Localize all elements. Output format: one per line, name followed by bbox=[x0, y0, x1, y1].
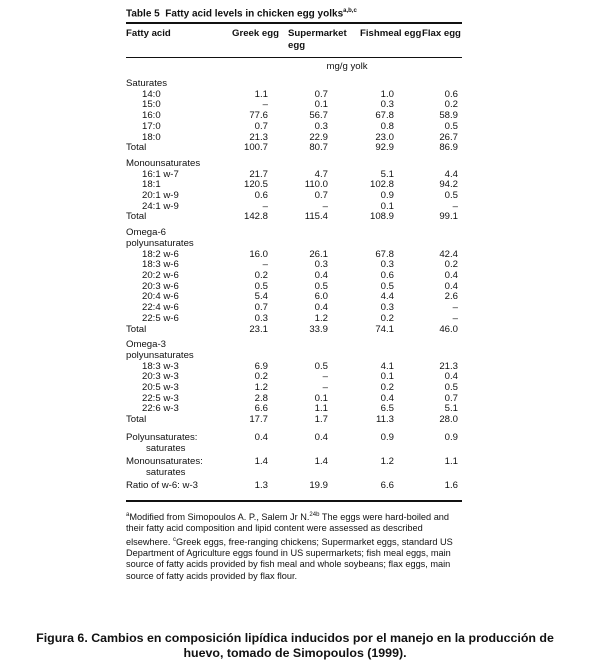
value-cell: 0.7 bbox=[444, 392, 458, 404]
value-cell: 5.4 bbox=[254, 291, 268, 303]
value-cell: 0.4 bbox=[314, 269, 328, 281]
empty-cell bbox=[360, 154, 422, 170]
value-cell: 21.3 bbox=[249, 131, 268, 143]
value-cell: 99.1 bbox=[439, 211, 458, 223]
value-cell: – bbox=[452, 302, 458, 314]
total-row bbox=[126, 325, 462, 336]
value-cell: – bbox=[452, 312, 458, 324]
group-heading-row bbox=[126, 223, 462, 249]
value-cell: 1.1 bbox=[444, 456, 458, 468]
total-row bbox=[126, 143, 462, 154]
table-title-marks: a,b,c bbox=[343, 8, 357, 14]
value-cell: 0.7 bbox=[314, 190, 328, 202]
empty-cell bbox=[422, 154, 462, 170]
empty-cell bbox=[288, 223, 360, 249]
value-cell: 0.9 bbox=[380, 431, 394, 443]
row-label-line-1: Monounsaturates: bbox=[126, 456, 203, 468]
fatty-acid-table-sheet bbox=[126, 8, 462, 582]
row-label: 22:6 w-3 bbox=[142, 403, 179, 415]
row-label: 22:5 w-6 bbox=[142, 312, 179, 324]
figure-caption bbox=[0, 631, 590, 661]
value-cell: 1.1 bbox=[314, 403, 328, 415]
row-label: 20:3 w-6 bbox=[142, 280, 179, 292]
footnote-method: The eggs were hard-boiled and their fatty acid composition and lipid content were assessed as described elsewhere. bbox=[126, 512, 450, 547]
value-cell: 23.0 bbox=[375, 131, 394, 143]
value-cell: 0.3 bbox=[380, 99, 394, 111]
row-label: Omega-6 polyunsaturates bbox=[126, 227, 194, 249]
value-cell: 142.8 bbox=[243, 211, 268, 223]
col-header-supermarket: Supermarket egg bbox=[288, 28, 347, 51]
value-cell: 0.5 bbox=[444, 382, 458, 394]
value-cell: 11.3 bbox=[376, 414, 394, 426]
value-cell: 1.2 bbox=[254, 382, 268, 394]
value-cell: 19.9 bbox=[309, 480, 328, 492]
value-cell: 1.6 bbox=[444, 480, 458, 492]
row-label: 20:3 w-3 bbox=[142, 371, 179, 383]
value-cell: 1.7 bbox=[314, 414, 328, 426]
value-cell: 26.1 bbox=[309, 248, 328, 260]
value-cell: 86.9 bbox=[439, 142, 458, 154]
value-cell: 56.7 bbox=[309, 110, 328, 122]
group-heading-row bbox=[126, 335, 462, 361]
value-cell: 1.4 bbox=[314, 456, 328, 468]
row-label: 24:1 w-9 bbox=[142, 200, 179, 212]
row-label bbox=[126, 454, 232, 478]
value-cell: – bbox=[262, 259, 268, 271]
row-label: 20:1 w-9 bbox=[142, 190, 179, 202]
footnote-mark-b: b bbox=[316, 511, 320, 518]
table-title bbox=[126, 8, 462, 24]
empty-cell bbox=[288, 335, 360, 361]
value-cell: 16.0 bbox=[249, 248, 268, 260]
value-cell: 1.4 bbox=[254, 456, 268, 468]
value-cell: 0.3 bbox=[314, 259, 328, 271]
value-cell: 17.7 bbox=[249, 414, 268, 426]
value-cell: 0.4 bbox=[444, 269, 458, 281]
table-title-text: Fatty acid levels in chicken egg yolks bbox=[165, 8, 344, 20]
units-row bbox=[126, 58, 462, 79]
value-cell: 6.9 bbox=[254, 360, 268, 372]
value-cell: 1.2 bbox=[380, 456, 394, 468]
header-row bbox=[126, 24, 462, 58]
value-cell: 1.3 bbox=[254, 480, 268, 492]
footnote-ref: 24 bbox=[309, 511, 317, 518]
empty-cell bbox=[422, 335, 462, 361]
row-label: 16:0 bbox=[142, 110, 161, 122]
row-label: 20:5 w-3 bbox=[142, 382, 179, 394]
row-label: 14:0 bbox=[142, 88, 161, 100]
row-label: 18:3 w-6 bbox=[142, 259, 179, 271]
value-cell: 120.5 bbox=[243, 179, 268, 191]
value-cell: 0.3 bbox=[380, 302, 394, 314]
value-cell: 0.6 bbox=[444, 88, 458, 100]
ratio-row bbox=[126, 426, 462, 454]
value-cell: 1.2 bbox=[314, 312, 328, 324]
value-cell: 77.6 bbox=[249, 110, 268, 122]
row-label: Total bbox=[126, 414, 147, 426]
value-cell: 0.5 bbox=[444, 120, 458, 132]
value-cell: 0.2 bbox=[444, 99, 458, 111]
empty-cell bbox=[360, 223, 422, 249]
data-row bbox=[126, 100, 462, 111]
value-cell: 0.4 bbox=[380, 392, 394, 404]
value-cell: 94.2 bbox=[439, 179, 458, 191]
value-cell: 23.1 bbox=[249, 323, 268, 335]
value-cell: 58.9 bbox=[439, 110, 458, 122]
data-row bbox=[126, 170, 462, 181]
table-label: Table 5 bbox=[126, 8, 160, 20]
data-row bbox=[126, 111, 462, 122]
row-label: Total bbox=[126, 211, 147, 223]
caption-line-1: Figura 6. Cambios en composición lipídica inducidos por el manejo en la producción de bbox=[36, 631, 554, 645]
value-cell: 28.0 bbox=[439, 414, 458, 426]
value-cell: 0.1 bbox=[380, 200, 394, 212]
row-label: 15:0 bbox=[142, 99, 161, 111]
value-cell: 0.4 bbox=[314, 431, 328, 443]
empty-cell bbox=[422, 223, 462, 249]
value-cell: 0.3 bbox=[254, 312, 268, 324]
value-cell: – bbox=[262, 200, 268, 212]
value-cell: 33.9 bbox=[309, 323, 328, 335]
value-cell: – bbox=[452, 200, 458, 212]
value-cell: – bbox=[262, 99, 268, 111]
value-cell: 0.1 bbox=[380, 371, 394, 383]
row-label: Ratio of w-6: w-3 bbox=[126, 480, 198, 492]
value-cell: 2.8 bbox=[254, 392, 268, 404]
col-header-greek: Greek egg bbox=[232, 28, 279, 40]
value-cell: 4.4 bbox=[380, 291, 394, 303]
value-cell: 108.9 bbox=[369, 211, 394, 223]
value-cell: 6.6 bbox=[254, 403, 268, 415]
col-header-fatty-acid: Fatty acid bbox=[126, 28, 171, 40]
row-label: Monounsaturates bbox=[126, 157, 201, 169]
total-row bbox=[126, 415, 462, 426]
value-cell: 0.8 bbox=[380, 120, 394, 132]
ratio-row bbox=[126, 478, 462, 492]
col-header-fishmeal: Fishmeal egg bbox=[360, 28, 422, 40]
value-cell: 0.7 bbox=[314, 88, 328, 100]
value-cell: – bbox=[322, 382, 328, 394]
value-cell: 0.4 bbox=[444, 371, 458, 383]
footnote-egg-types: Greek eggs, free-ranging chickens; Supermarket eggs, standard US Department of Agriculture eggs found in US supermarkets; fish meal eggs, main source of fatty acids provided by fish meal and whole soybeans; flax eggs, main source of fatty acids provided by flax flour. bbox=[126, 536, 453, 581]
value-cell: 21.7 bbox=[249, 168, 268, 180]
value-cell: 115.4 bbox=[304, 211, 328, 223]
value-cell: 0.7 bbox=[254, 302, 268, 314]
table-footnote bbox=[126, 510, 462, 582]
value-cell: 0.1 bbox=[314, 99, 328, 111]
value-cell: 5.1 bbox=[444, 403, 458, 415]
data-row bbox=[126, 122, 462, 133]
footnote-mark-a: a bbox=[126, 511, 130, 518]
value-cell: 4.1 bbox=[380, 360, 394, 372]
value-cell: 0.6 bbox=[254, 190, 268, 202]
empty-cell bbox=[232, 335, 288, 361]
value-cell: 42.4 bbox=[439, 248, 458, 260]
value-cell: 4.4 bbox=[444, 168, 458, 180]
value-cell: 102.8 bbox=[369, 179, 394, 191]
value-cell: 4.7 bbox=[314, 168, 328, 180]
row-label bbox=[126, 426, 232, 454]
value-cell: 0.2 bbox=[444, 259, 458, 271]
row-label: 20:2 w-6 bbox=[142, 269, 179, 281]
value-cell: 0.5 bbox=[444, 190, 458, 202]
value-cell: 6.0 bbox=[314, 291, 328, 303]
empty-cell bbox=[288, 154, 360, 170]
row-label: 18:2 w-6 bbox=[142, 248, 179, 260]
value-cell: 6.5 bbox=[380, 403, 394, 415]
value-cell: 0.2 bbox=[254, 269, 268, 281]
row-label-line-1: Polyunsaturates: bbox=[126, 431, 198, 443]
value-cell: 0.9 bbox=[380, 190, 394, 202]
value-cell: 110.0 bbox=[304, 179, 328, 191]
value-cell: 46.0 bbox=[439, 323, 458, 335]
value-cell: 0.3 bbox=[380, 259, 394, 271]
value-cell: 74.1 bbox=[375, 323, 394, 335]
value-cell: 22.9 bbox=[309, 131, 328, 143]
value-cell: 0.7 bbox=[254, 120, 268, 132]
value-cell: 2.6 bbox=[444, 291, 458, 303]
row-label: 22:4 w-6 bbox=[142, 302, 179, 314]
row-label: 22:5 w-3 bbox=[142, 392, 179, 404]
value-cell: 1.1 bbox=[254, 88, 268, 100]
value-cell: 0.6 bbox=[380, 269, 394, 281]
value-cell: 0.4 bbox=[314, 302, 328, 314]
data-row bbox=[126, 202, 462, 213]
empty-cell bbox=[232, 223, 288, 249]
row-label-line-2: saturates bbox=[146, 466, 186, 478]
total-row bbox=[126, 212, 462, 223]
data-row bbox=[126, 90, 462, 101]
group-heading-row bbox=[126, 79, 462, 90]
value-cell: 0.5 bbox=[380, 280, 394, 292]
row-label: Omega-3 polyunsaturates bbox=[126, 339, 194, 361]
group-heading-row bbox=[126, 154, 462, 170]
ratio-row bbox=[126, 454, 462, 478]
col-header-flax: Flax egg bbox=[422, 28, 461, 40]
value-cell: 0.4 bbox=[254, 431, 268, 443]
value-cell: – bbox=[322, 371, 328, 383]
value-cell: 80.7 bbox=[309, 142, 328, 154]
value-cell: 21.3 bbox=[439, 360, 458, 372]
value-cell: 0.4 bbox=[444, 280, 458, 292]
row-label: 18:3 w-3 bbox=[142, 360, 179, 372]
row-label-line-2: saturates bbox=[146, 442, 186, 454]
row-label: 16:1 w-7 bbox=[142, 168, 179, 180]
value-cell: 5.1 bbox=[380, 168, 394, 180]
value-cell: 0.5 bbox=[314, 280, 328, 292]
data-row bbox=[126, 133, 462, 144]
table-body bbox=[126, 58, 462, 501]
value-cell: 0.2 bbox=[254, 371, 268, 383]
table-end-rule bbox=[126, 492, 462, 501]
value-cell: 6.6 bbox=[380, 480, 394, 492]
value-cell: 67.8 bbox=[375, 110, 394, 122]
value-cell: 0.2 bbox=[380, 312, 394, 324]
row-label: Total bbox=[126, 142, 147, 154]
value-cell: 0.2 bbox=[380, 382, 394, 394]
value-cell: 100.7 bbox=[243, 142, 268, 154]
empty-cell bbox=[232, 154, 288, 170]
value-cell: 1.0 bbox=[380, 88, 394, 100]
row-label: Saturates bbox=[126, 78, 168, 90]
row-label: 18:0 bbox=[142, 131, 161, 143]
row-label: 20:4 w-6 bbox=[142, 291, 179, 303]
value-cell: 0.5 bbox=[254, 280, 268, 292]
footnote-source: Modified from Simopoulos A. P., Salem Jr N. bbox=[129, 512, 310, 522]
value-cell: – bbox=[322, 200, 328, 212]
fatty-acid-table bbox=[126, 24, 462, 502]
caption-line-2: huevo, tomado de Simopoulos (1999). bbox=[183, 646, 407, 660]
footnote-mark-c: c bbox=[173, 536, 176, 543]
row-label: 17:0 bbox=[142, 120, 161, 132]
data-row bbox=[126, 314, 462, 325]
empty-cell bbox=[360, 335, 422, 361]
value-cell: 92.9 bbox=[375, 142, 394, 154]
value-cell: 0.3 bbox=[314, 120, 328, 132]
data-row bbox=[126, 404, 462, 415]
value-cell: 0.9 bbox=[444, 431, 458, 443]
value-cell: 0.5 bbox=[314, 360, 328, 372]
units-label: mg/g yolk bbox=[232, 58, 462, 79]
value-cell: 0.1 bbox=[314, 392, 328, 404]
value-cell: 26.7 bbox=[439, 131, 458, 143]
value-cell: 67.8 bbox=[375, 248, 394, 260]
row-label: Total bbox=[126, 323, 147, 335]
row-label: 18:1 bbox=[142, 179, 161, 191]
